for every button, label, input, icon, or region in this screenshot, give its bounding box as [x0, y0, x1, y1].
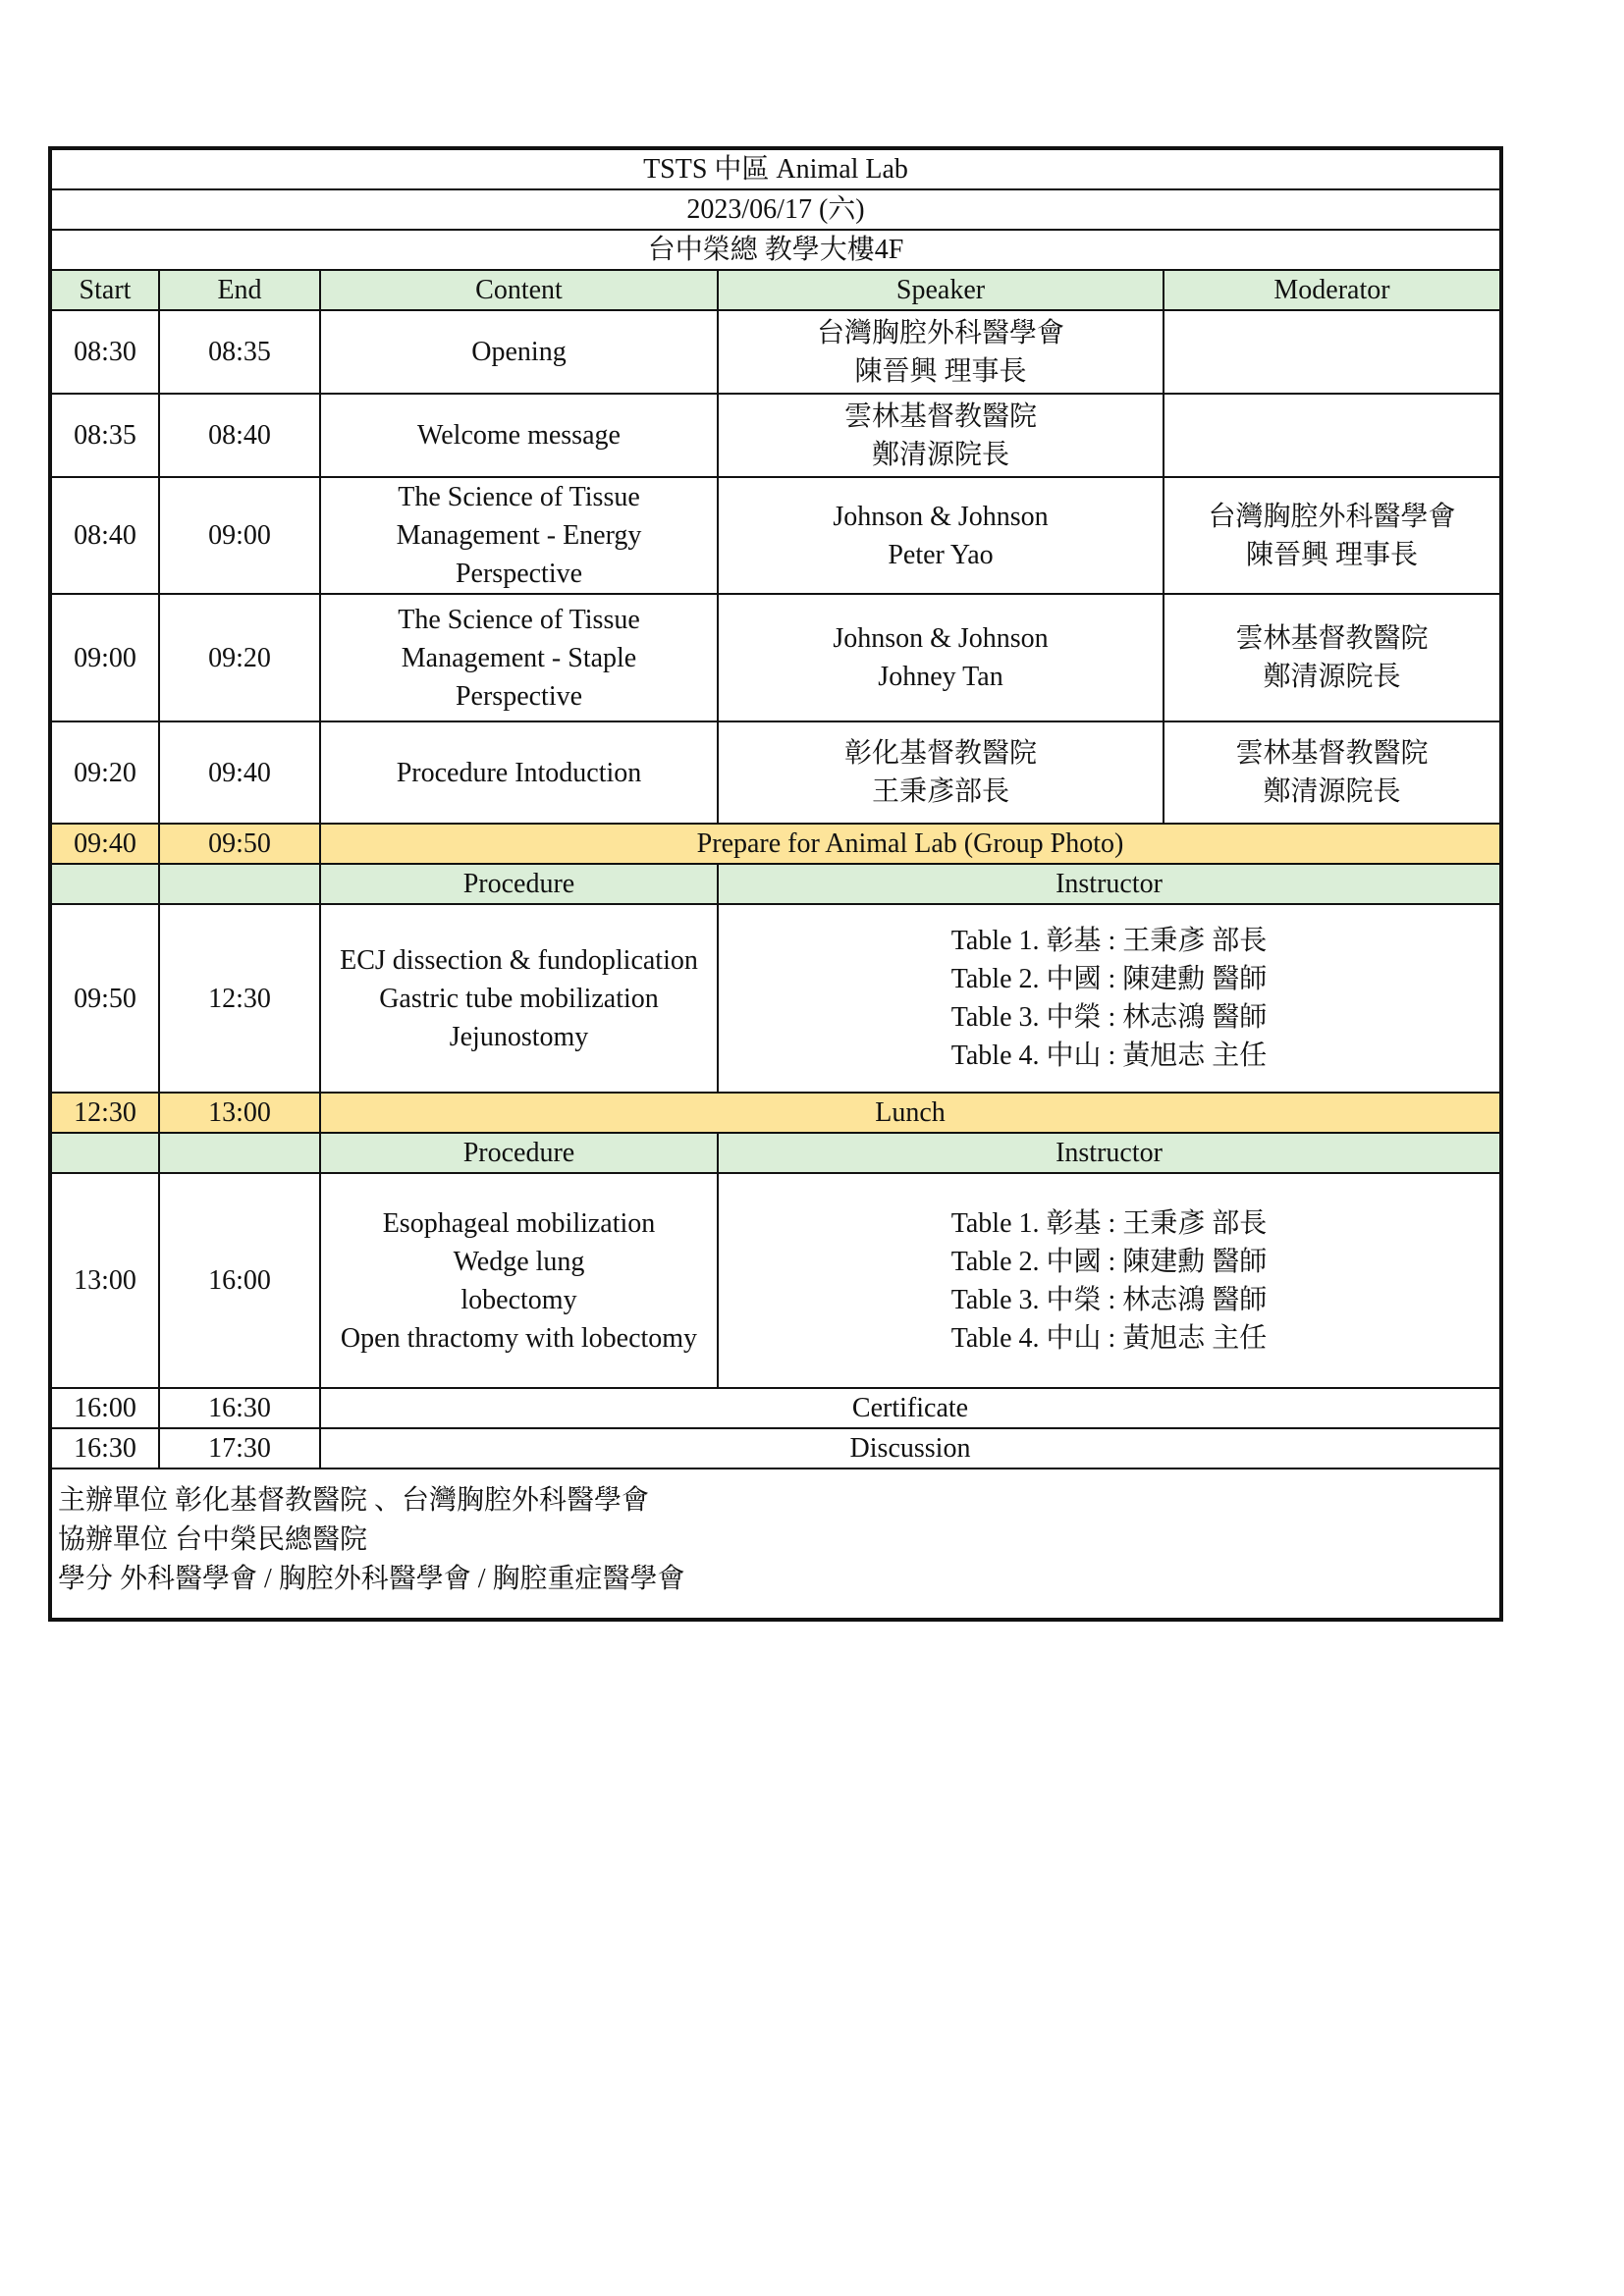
event-venue: 台中榮總 教學大樓4F: [50, 230, 1501, 270]
session-end: 12:30: [159, 904, 320, 1093]
table-row: [50, 594, 1501, 721]
col-start: Start: [50, 270, 159, 310]
co-host-line: 協辦單位 台中榮民總醫院: [58, 1524, 368, 1555]
procedure-item: ECJ dissection & fundoplication: [340, 944, 698, 976]
procedure-item: Open thractomy with lobectomy: [340, 1322, 698, 1354]
column-header-row: [50, 270, 1501, 310]
row-speaker: [718, 721, 1164, 824]
closing-end: 17:30: [159, 1428, 320, 1468]
table-row: [50, 394, 1501, 477]
table-row: [50, 477, 1501, 594]
content-line: Management - Energy: [396, 520, 642, 551]
speaker-name: Johney Tan: [878, 662, 1003, 692]
instructor-item: Table 1. 彰基 : 王秉彥 部長: [950, 1207, 1268, 1239]
speaker-name: Peter Yao: [888, 539, 994, 570]
procedure-item: Jejunostomy: [449, 1021, 589, 1052]
table-row: [50, 310, 1501, 394]
moderator-name: 鄭清源院長: [1263, 662, 1401, 692]
break-end: 13:00: [159, 1093, 320, 1133]
moderator-org: 雲林基督教醫院: [1235, 738, 1429, 769]
agenda-table: [48, 146, 1503, 1622]
closing-label: Certificate: [320, 1388, 1501, 1428]
procedure-item: Gastric tube mobilization: [379, 983, 659, 1014]
instructor-list: [718, 1173, 1501, 1388]
row-start: 09:00: [50, 594, 159, 721]
row-start: 08:35: [50, 394, 159, 477]
row-moderator: [1164, 477, 1501, 594]
speaker-org: 彰化基督教醫院: [843, 738, 1037, 769]
row-content: Opening: [320, 310, 718, 394]
procedure-header: Procedure: [320, 1133, 718, 1173]
row-moderator: [1164, 721, 1501, 824]
speaker-name: 陳晉興 理事長: [854, 355, 1027, 387]
table-row: [50, 721, 1501, 824]
session-start: 13:00: [50, 1173, 159, 1388]
moderator-org: 雲林基督教醫院: [1235, 623, 1429, 654]
break-label: Lunch: [320, 1093, 1501, 1133]
instructor-item: Table 1. 彰基 : 王秉彥 部長: [950, 926, 1268, 956]
row-end: 09:20: [159, 594, 320, 721]
col-content: Content: [320, 270, 718, 310]
instructor-header: Instructor: [718, 864, 1501, 904]
procedure-item: lobectomy: [460, 1284, 577, 1315]
break-row-group-photo: [50, 824, 1501, 864]
content-line: Perspective: [455, 559, 583, 589]
instructor-item: Table 2. 中國 : 陳建勳 醫師: [950, 1246, 1268, 1277]
closing-end: 16:30: [159, 1388, 320, 1428]
session-row: [50, 1173, 1501, 1388]
session-header-row: [50, 864, 1501, 904]
row-speaker: [718, 394, 1164, 477]
instructor-item: Table 2. 中國 : 陳建勳 醫師: [950, 964, 1268, 994]
row-content: Welcome message: [320, 394, 718, 477]
row-moderator: [1164, 310, 1501, 394]
row-speaker: [718, 477, 1164, 594]
row-end: 08:40: [159, 394, 320, 477]
speaker-name: 王秉彥部長: [871, 776, 1009, 807]
row-end: 08:35: [159, 310, 320, 394]
event-title: TSTS 中區 Animal Lab: [50, 148, 1501, 189]
instructor-item: Table 4. 中山 : 黃旭志 主任: [950, 1322, 1268, 1354]
break-start: 09:40: [50, 824, 159, 864]
moderator-name: 鄭清源院長: [1263, 776, 1401, 807]
col-end: End: [159, 270, 320, 310]
row-start: 08:40: [50, 477, 159, 594]
content-line: The Science of Tissue: [398, 482, 640, 512]
break-end: 09:50: [159, 824, 320, 864]
closing-start: 16:30: [50, 1428, 159, 1468]
row-end: 09:40: [159, 721, 320, 824]
session-start: 09:50: [50, 904, 159, 1093]
procedure-list: [320, 1173, 718, 1388]
break-label: Prepare for Animal Lab (Group Photo): [320, 824, 1501, 864]
instructor-item: Table 3. 中榮 : 林志鴻 醫師: [950, 1002, 1268, 1033]
host-line: 主辦單位 彰化基督教醫院 、台灣胸腔外科醫學會: [58, 1485, 650, 1516]
procedure-list: [320, 904, 718, 1093]
organizer-info: [50, 1468, 1501, 1620]
row-start: 08:30: [50, 310, 159, 394]
procedure-header: Procedure: [320, 864, 718, 904]
closing-row-discussion: [50, 1428, 1501, 1468]
procedure-item: Esophageal mobilization: [382, 1207, 656, 1239]
instructor-item: Table 3. 中榮 : 林志鴻 醫師: [950, 1284, 1268, 1315]
session-header-row: [50, 1133, 1501, 1173]
row-content: Procedure Intoduction: [320, 721, 718, 824]
session-end: 16:00: [159, 1173, 320, 1388]
footer-row: [50, 1468, 1501, 1620]
content-line: The Science of Tissue: [398, 604, 640, 635]
closing-start: 16:00: [50, 1388, 159, 1428]
content-line: Perspective: [455, 680, 583, 712]
closing-row-certificate: [50, 1388, 1501, 1428]
session-row: [50, 904, 1501, 1093]
row-moderator: [1164, 394, 1501, 477]
row-start: 09:20: [50, 721, 159, 824]
speaker-name: 鄭清源院長: [871, 439, 1009, 470]
content-line: Management - Staple: [401, 642, 637, 673]
moderator-org: 台灣胸腔外科醫學會: [1208, 501, 1456, 532]
instructor-item: Table 4. 中山 : 黃旭志 主任: [950, 1041, 1268, 1071]
closing-label: Discussion: [320, 1428, 1501, 1468]
row-moderator: [1164, 594, 1501, 721]
row-content: [320, 477, 718, 594]
credits-line: 學分 外科醫學會 / 胸腔外科醫學會 / 胸腔重症醫學會: [58, 1564, 685, 1594]
speaker-org: 雲林基督教醫院: [843, 400, 1037, 432]
speaker-org: 台灣胸腔外科醫學會: [816, 317, 1064, 348]
instructor-list: [718, 904, 1501, 1093]
break-row-lunch: [50, 1093, 1501, 1133]
break-start: 12:30: [50, 1093, 159, 1133]
col-moderator: Moderator: [1164, 270, 1501, 310]
speaker-org: Johnson & Johnson: [833, 501, 1049, 532]
row-content: [320, 594, 718, 721]
instructor-header: Instructor: [718, 1133, 1501, 1173]
agenda-sheet: [48, 146, 1499, 1622]
col-speaker: Speaker: [718, 270, 1164, 310]
speaker-org: Johnson & Johnson: [833, 623, 1049, 654]
moderator-name: 陳晉興 理事長: [1246, 539, 1419, 570]
event-date: 2023/06/17 (六): [50, 189, 1501, 230]
row-end: 09:00: [159, 477, 320, 594]
procedure-item: Wedge lung: [453, 1246, 585, 1277]
row-speaker: [718, 310, 1164, 394]
row-speaker: [718, 594, 1164, 721]
